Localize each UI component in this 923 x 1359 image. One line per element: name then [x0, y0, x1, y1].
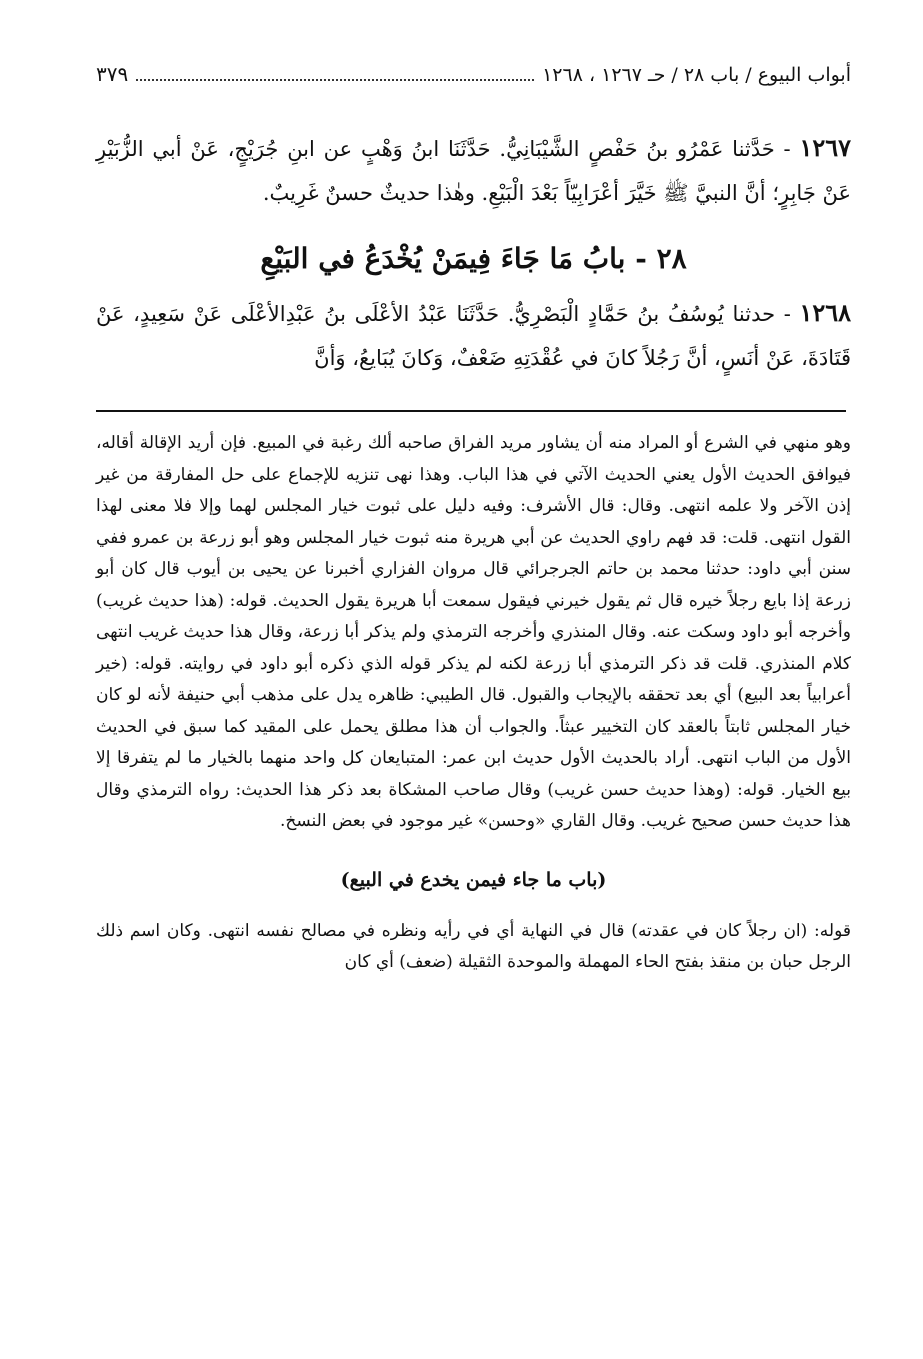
page: [96, 60, 851, 979]
header-title: أبواب البيوع / باب ٢٨ / حـ ١٢٦٧ ، ١٢٦٨: [542, 64, 851, 86]
running-header: [96, 60, 851, 90]
hadith-1267: [96, 126, 851, 215]
footnote-divider: [96, 410, 846, 412]
hadith-number: ١٢٦٧: [799, 133, 851, 162]
commentary-sub-heading: (باب ما جاء فيمن يخدع في البيع): [340, 868, 607, 891]
commentary-paragraph: وهو منهي في الشرع أو المراد منه أن يشاور مريد الفراق صاحبه ألك رغبة في المبيع. فإن أريد الإقالة أقاله، فيوافق الحديث الأول يعني الحديث الآتي في هذا الباب. وهذا نهى تنزيه للإجماع على حل المفارقة من غير إذن الآخر ولا علمه انتهى. وقال: قال الأشرف: وفيه دليل على ثبوت خيار المجلس لهما وإلا فلا معنى لهذا القول انتهى. قلت: قد فهم راوي الحديث عن أبي هريرة منه ثبوت خيار المجلس وهو أبو زرعة بن عمرو ففي سنن أبي داود: حدثنا محمد بن حاتم الجرجرائي قال مروان الفزاري أخبرنا عن يحيى بن أيوب قال كان أبو زرعة إذا بايع رجلاً خيره قال ثم يقول خيرني فيقول سمعت أبا هريرة يقول الحديث. قوله: (هذا حديث غريب) وأخرجه أبو داود وسكت عنه. وقال المنذري وأخرجه الترمذي ولم يذكر أبا زرعة، وقال هذا حديث غريب انتهى كلام المنذري. قلت قد ذكر الترمذي أبا زرعة لكنه لم يذكر قوله الذي ذكره أبو داود في روايته. قوله: (خير أعرابياً بعد البيع) أي بعد تحققه بالإيجاب والقبول. قال الطيبي: ظاهره يدل على مذهب أبي حنيفة لأنه لو كان خيار المجلس ثابتاً بالعقد كان التخيير عبثاً. والجواب أن هذا مطلق يحمل على المقيد كما سبق في الحديث الأول من الباب انتهى. أراد بالحديث الأول حديث ابن عمر: المتبايعان كل واحد منهما بالخيار ما لم يتفرقا إلا بيع الخيار. قوله: (وهذا حديث حسن غريب) وقال صاحب المشكاة بعد ذكر هذا الحديث: رواه الترمذي وقال هذا حديث حسن صحيح غريب. وقال القاري «وحسن» غير موجود في بعض النسخ.: [96, 433, 851, 831]
hadith-text: - حَدَّثنا عَمْرُو بنُ حَفْصٍ الشَّيْبَانِيُّ. حَدَّثَنَا ابنُ وَهْبٍ عن ابنِ جُرَيْجٍ، عَنْ أبي الزُّبَيْرِ عَنْ جَابِرٍ؛ أنَّ النبيَّ ﷺ خَيَّرَ أعْرَابِيّاً بَعْدَ الْبَيْعِ. وهٰذا حديثٌ حسنٌ غَرِيبٌ.: [96, 137, 851, 205]
chapter-heading: ٢٨ - بابُ مَا جَاءَ فِيمَنْ يُخْدَعُ في البَيْعِ: [260, 242, 687, 275]
commentary-tail: [96, 916, 851, 979]
commentary-tail-paragraph: قوله: (ان رجلاً كان في عقدته) قال في النهاية أي في رأيه ونظره في مصالح نفسه انتهى. وكان اسم ذلك الرجل حبان بن منقذ بفتح الحاء المهملة والموحدة الثقيلة (ضعف) أي كان: [96, 920, 851, 972]
header-leader-dots: [136, 79, 534, 81]
commentary: [96, 428, 851, 838]
page-number: ٣٧٩: [96, 62, 129, 86]
hadith-1268: [96, 291, 851, 380]
hadith-number: ١٢٦٨: [799, 298, 851, 327]
hadith-text: - حدثنا يُوسُفُ بنُ حَمَّادٍ الْبَصْرِيُّ. حَدَّثَنَا عَبْدُ الأعْلَى بنُ عَبْدِالأعْلَى عَنْ سَعِيدٍ، عَنْ قَتَادَةَ، عَنْ أنَسٍ، أنَّ رَجُلاً كانَ في عُقْدَتِهِ ضَعْفٌ، وَكانَ يُبَايعُ، وَأنَّ: [96, 302, 851, 370]
